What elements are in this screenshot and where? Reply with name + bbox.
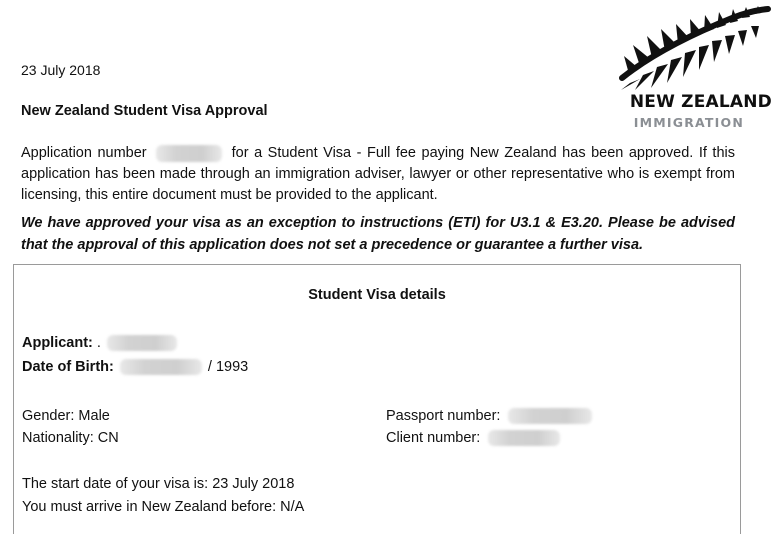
redacted-application-number [156,145,222,162]
eti-notice: We have approved your visa as an exception to instructions (ETI) for U3.1 & E3.20. Please be advised that the approval of this application does not set a precedence or guarantee a further visa. [21,215,735,253]
dob-row [22,359,248,375]
visa-details-box [13,264,741,534]
client-label: Client number: [386,430,481,446]
client-row [386,430,560,446]
paragraph-suffix: for a Student Visa - Full fee paying New Zealand has been approved. If this application has been made through an immigration adviser, lawyer or other representative who is exempt from licensing, this entire document must be provided to the applicant. [21,145,735,203]
applicant-prefix: . [96,335,101,351]
approval-paragraph [21,143,735,206]
arrival-deadline: You must arrive in New Zealand before: N/A [22,499,305,515]
nationality-row: Nationality: CN [22,430,119,446]
letter-title: New Zealand Student Visa Approval [21,103,268,119]
dob-year: / 1993 [207,359,249,375]
visa-start-date: The start date of your visa is: 23 July 2018 [22,476,295,492]
redacted-dob [120,359,202,375]
redacted-client-number [488,430,560,446]
details-title: Student Visa details [308,287,446,303]
passport-row [386,408,592,424]
dob-label: Date of Birth: [22,359,114,375]
silver-fern-icon [612,0,772,90]
passport-label: Passport number: [386,408,501,424]
logo-brand-text: NEW ZEALAND [629,92,772,112]
paragraph-prefix: Application number [21,145,147,161]
logo-sub-text: IMMIGRATION [633,115,744,130]
applicant-row [22,335,177,351]
applicant-label: Applicant: [22,335,93,351]
redacted-applicant-name [107,335,177,351]
gender-row: Gender: Male [22,408,110,424]
nz-immigration-logo [612,0,772,130]
redacted-passport-number [508,408,592,424]
letter-date: 23 July 2018 [21,62,101,78]
